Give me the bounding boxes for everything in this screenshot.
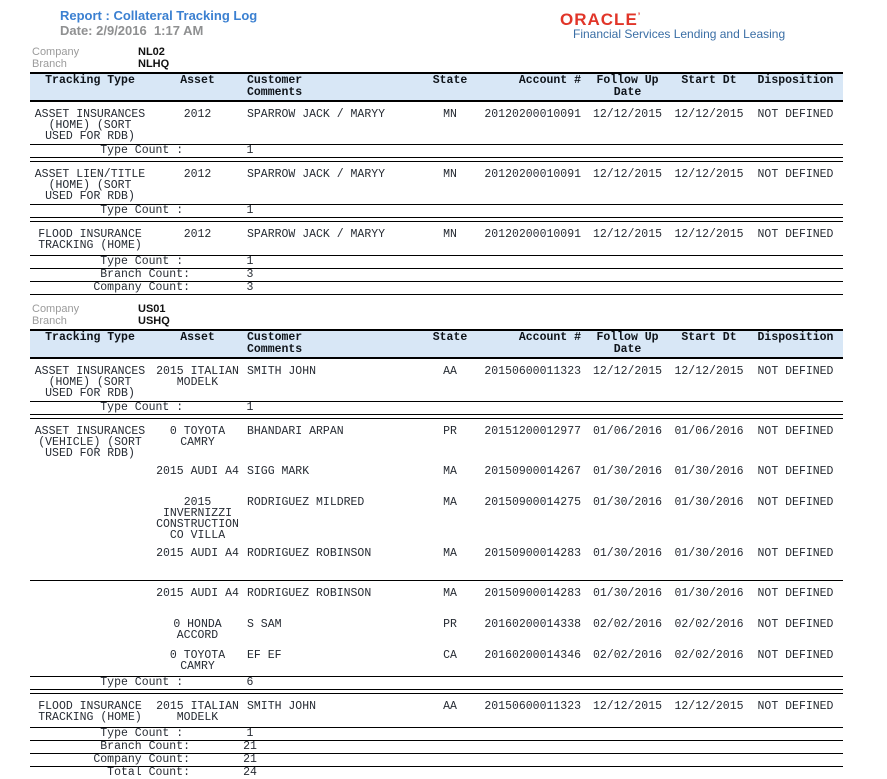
cell-asset <box>150 109 245 142</box>
data-row <box>30 650 843 674</box>
separator-line <box>30 161 843 162</box>
column-header-line2 <box>670 87 748 99</box>
cell-followup-date: 02/02/2016 <box>592 649 662 662</box>
cell-disposition: NOT DEFINED <box>757 228 834 241</box>
asset-line: ACCORD <box>176 629 219 642</box>
column-header-line2 <box>150 344 245 356</box>
cell-asset <box>150 701 245 725</box>
asset-line: CAMRY <box>180 660 215 673</box>
cell-state: MN <box>443 228 457 241</box>
asset-line: 2015 AUDI A4 <box>156 465 239 478</box>
cell-disposition: NOT DEFINED <box>757 365 834 378</box>
count-row <box>30 268 843 281</box>
column-header-state: State <box>432 331 468 344</box>
data-row <box>30 366 843 399</box>
cell-followup-date: 01/30/2016 <box>592 547 662 560</box>
brand-subtitle: Financial Services Lending and Leasing <box>573 27 786 41</box>
company-value: NL02 <box>138 46 165 58</box>
tracking-type-line: FLOOD INSURANCE <box>38 700 142 713</box>
cell-followup-date: 01/30/2016 <box>592 587 662 600</box>
cell-disposition: NOT DEFINED <box>757 465 834 478</box>
count-value: 24 <box>243 766 257 779</box>
asset-line: 2015 ITALIAN <box>156 700 239 713</box>
cell-state: MA <box>443 496 457 509</box>
company-label: Company <box>32 303 80 315</box>
report-date: Date: 2/9/2016 1:17 AM <box>60 23 204 38</box>
data-row <box>30 426 843 459</box>
page-break-line <box>30 580 843 581</box>
separator-line <box>30 157 843 158</box>
cell-customer: SPARROW JACK / MARYY <box>247 228 386 241</box>
asset-line: 2015 AUDI A4 <box>156 547 239 560</box>
cell-disposition: NOT DEFINED <box>757 649 834 662</box>
cell-start-date: 12/12/2015 <box>674 168 744 181</box>
cell-customer: RODRIGUEZ MILDRED <box>247 496 365 509</box>
cell-asset <box>150 366 245 399</box>
branch-label: Branch <box>32 58 67 70</box>
count-label: Type Count : <box>100 727 190 740</box>
asset-line: INVERNIZZI <box>162 507 232 520</box>
cell-asset <box>150 169 245 202</box>
cell-customer: SMITH JOHN <box>247 700 317 713</box>
cell-tracking-type <box>30 548 150 572</box>
count-row <box>30 676 843 689</box>
cell-start-date: 01/06/2016 <box>674 425 744 438</box>
tracking-type-line: TRACKING (HOME) <box>38 711 142 724</box>
column-header-customer: Customer <box>247 331 303 344</box>
cell-followup-date: 01/30/2016 <box>592 465 662 478</box>
cell-start-date: 02/02/2016 <box>674 618 744 631</box>
asset-line: 2015 <box>183 496 212 509</box>
data-row <box>30 466 843 490</box>
cell-state: MA <box>443 547 457 560</box>
branch-label: Branch <box>32 315 67 327</box>
cell-customer: SMITH JOHN <box>247 365 317 378</box>
tracking-type-line: TRACKING (HOME) <box>38 239 142 252</box>
tracking-type-line: USED FOR RDB) <box>45 190 135 203</box>
tracking-type-line: ASSET INSURANCES <box>34 365 146 378</box>
cell-tracking-type <box>30 619 150 643</box>
tracking-type-line: USED FOR RDB) <box>45 130 135 143</box>
count-row <box>30 753 843 766</box>
column-header-tracking-type: Tracking Type <box>45 331 135 344</box>
cell-start-date: 12/12/2015 <box>674 700 744 713</box>
cell-tracking-type <box>30 701 150 725</box>
cell-start-date: 01/30/2016 <box>674 547 744 560</box>
cell-customer: SPARROW JACK / MARYY <box>247 168 386 181</box>
asset-line: 2012 <box>183 108 212 121</box>
separator-line <box>30 693 843 694</box>
tracking-type-line: (HOME) (SORT <box>48 376 132 389</box>
company-row <box>30 303 843 315</box>
cell-start-date: 01/30/2016 <box>674 496 744 509</box>
asset-line: 2015 AUDI A4 <box>156 587 239 600</box>
column-header-line2: Date <box>613 343 642 356</box>
cell-asset <box>150 588 245 612</box>
column-header-line2 <box>748 87 843 99</box>
company-branch-block <box>30 303 843 327</box>
cell-followup-date: 12/12/2015 <box>592 365 662 378</box>
asset-line: CO VILLA <box>169 529 226 542</box>
table-header-line2 <box>30 87 843 99</box>
cell-start-date: 02/02/2016 <box>674 649 744 662</box>
asset-line: MODELK <box>176 376 219 389</box>
cell-customer: BHANDARI ARPAN <box>247 425 344 438</box>
cell-customer: S SAM <box>247 618 282 631</box>
company-label: Company <box>32 46 80 58</box>
cell-state: CA <box>443 649 457 662</box>
cell-state: PR <box>443 618 457 631</box>
cell-account: 20150900014275 <box>484 496 581 509</box>
cell-state: MA <box>443 465 457 478</box>
cell-tracking-type <box>30 588 150 612</box>
asset-line: 0 TOYOTA <box>169 425 226 438</box>
cell-state: MA <box>443 587 457 600</box>
oracle-logo-text: ORACLE <box>560 10 638 29</box>
report-body <box>30 46 843 779</box>
cell-asset <box>150 497 245 541</box>
count-label: Type Count : <box>100 676 190 689</box>
cell-tracking-type <box>30 466 150 490</box>
cell-start-date: 12/12/2015 <box>674 228 744 241</box>
count-label: Type Count : <box>100 401 190 414</box>
cell-tracking-type <box>30 109 150 142</box>
cell-followup-date: 02/02/2016 <box>592 618 662 631</box>
cell-followup-date: 12/12/2015 <box>592 168 662 181</box>
cell-tracking-type <box>30 650 150 674</box>
company-branch-block <box>30 46 843 70</box>
tracking-type-line: USED FOR RDB) <box>45 447 135 460</box>
count-label: Branch Count: <box>100 740 190 753</box>
column-header-tracking-type: Tracking Type <box>45 74 135 87</box>
column-header-asset: Asset <box>180 331 215 344</box>
branch-value: USHQ <box>138 315 170 327</box>
cell-asset <box>150 466 245 490</box>
company-value: US01 <box>138 303 166 315</box>
count-label: Type Count : <box>100 144 190 157</box>
table-header <box>30 72 843 102</box>
tracking-type-line: FLOOD INSURANCE <box>38 228 142 241</box>
separator-line <box>30 217 843 218</box>
cell-tracking-type <box>30 229 150 253</box>
cell-followup-date: 12/12/2015 <box>592 108 662 121</box>
count-label: Branch Count: <box>100 268 190 281</box>
tracking-type-line: ASSET INSURANCES <box>34 108 146 121</box>
cell-customer: SIGG MARK <box>247 465 310 478</box>
branch-row <box>30 315 843 327</box>
cell-start-date: 01/30/2016 <box>674 465 744 478</box>
brand-block <box>560 8 785 41</box>
logo-trademark-icon: ’ <box>637 11 642 21</box>
tracking-type-line: USED FOR RDB) <box>45 387 135 400</box>
cell-account: 20160200014346 <box>484 649 581 662</box>
cell-disposition: NOT DEFINED <box>757 425 834 438</box>
data-row <box>30 619 843 643</box>
column-header-state: State <box>432 74 468 87</box>
cell-customer: EF EF <box>247 649 282 662</box>
tracking-type-line: (HOME) (SORT <box>48 179 132 192</box>
count-value: 1 <box>246 144 254 157</box>
count-label: Total Count: <box>107 766 190 779</box>
column-header-line2 <box>30 87 150 99</box>
count-row <box>30 401 843 414</box>
cell-tracking-type <box>30 366 150 399</box>
column-header-account: Account # <box>518 74 581 87</box>
cell-disposition: NOT DEFINED <box>757 618 834 631</box>
asset-line: 2012 <box>183 228 212 241</box>
report-title: Report : Collateral Tracking Log <box>60 8 258 23</box>
asset-line: 0 HONDA <box>173 618 222 631</box>
data-row <box>30 109 843 142</box>
cell-asset <box>150 548 245 572</box>
count-value: 21 <box>243 753 257 766</box>
table-header <box>30 329 843 359</box>
count-label: Company Count: <box>93 281 190 294</box>
column-header-disposition: Disposition <box>757 331 834 344</box>
cell-state: PR <box>443 425 457 438</box>
count-value: 1 <box>246 401 254 414</box>
branch-row <box>30 58 843 70</box>
cell-asset <box>150 229 245 253</box>
asset-line: CAMRY <box>180 436 215 449</box>
count-value: 1 <box>246 204 254 217</box>
section <box>30 303 843 779</box>
column-header-line2 <box>670 344 748 356</box>
column-header-account: Account # <box>518 331 581 344</box>
column-header-line2 <box>748 344 843 356</box>
column-header-start-date: Start Dt <box>681 74 737 87</box>
count-row <box>30 144 843 157</box>
column-header-disposition: Disposition <box>757 74 834 87</box>
cell-followup-date: 01/30/2016 <box>592 496 662 509</box>
cell-account: 20120200010091 <box>484 228 581 241</box>
cell-account: 20151200012977 <box>484 425 581 438</box>
section <box>30 46 843 295</box>
count-row <box>30 204 843 217</box>
separator-line <box>30 221 843 222</box>
data-row <box>30 169 843 202</box>
column-header-line2 <box>420 87 480 99</box>
count-value: 3 <box>246 281 254 294</box>
asset-line: CONSTRUCTION <box>156 518 239 531</box>
tracking-type-line: ASSET INSURANCES <box>34 425 146 438</box>
cell-account: 20150600011323 <box>484 700 581 713</box>
cell-tracking-type <box>30 426 150 459</box>
cell-account: 20120200010091 <box>484 168 581 181</box>
asset-line: 0 TOYOTA <box>169 649 226 662</box>
cell-account: 20150900014283 <box>484 547 581 560</box>
count-row <box>30 727 843 740</box>
count-value: 1 <box>246 255 254 268</box>
cell-asset <box>150 426 245 459</box>
cell-asset <box>150 650 245 674</box>
cell-customer: SPARROW JACK / MARYY <box>247 108 386 121</box>
column-header-followup-date: Follow Up <box>596 74 659 87</box>
column-header-line2: Comments <box>247 86 303 99</box>
column-header-line2: Comments <box>247 343 303 356</box>
cell-account: 20150900014267 <box>484 465 581 478</box>
separator-line <box>30 294 843 295</box>
column-header-start-date: Start Dt <box>681 331 737 344</box>
count-row <box>30 766 843 779</box>
cell-disposition: NOT DEFINED <box>757 547 834 560</box>
table-header-line1 <box>30 332 843 344</box>
cell-state: MN <box>443 168 457 181</box>
tracking-type-line: (HOME) (SORT <box>48 119 132 132</box>
column-header-customer: Customer <box>247 74 303 87</box>
cell-disposition: NOT DEFINED <box>757 168 834 181</box>
cell-state: MN <box>443 108 457 121</box>
separator-line <box>30 418 843 419</box>
tracking-type-line: ASSET LIEN/TITLE <box>34 168 146 181</box>
cell-disposition: NOT DEFINED <box>757 108 834 121</box>
cell-disposition: NOT DEFINED <box>757 700 834 713</box>
asset-line: 2012 <box>183 168 212 181</box>
count-value: 3 <box>246 268 254 281</box>
asset-line: MODELK <box>176 711 219 724</box>
branch-value: NLHQ <box>138 58 170 70</box>
table-header-line2 <box>30 344 843 356</box>
cell-state: AA <box>443 365 457 378</box>
column-header-asset: Asset <box>180 74 215 87</box>
cell-account: 20120200010091 <box>484 108 581 121</box>
cell-customer: RODRIGUEZ ROBINSON <box>247 547 372 560</box>
count-label: Type Count : <box>100 204 190 217</box>
count-row <box>30 740 843 753</box>
column-header-line2 <box>480 87 585 99</box>
cell-asset <box>150 619 245 643</box>
column-header-line2 <box>480 344 585 356</box>
cell-tracking-type <box>30 497 150 541</box>
cell-start-date: 12/12/2015 <box>674 108 744 121</box>
cell-disposition: NOT DEFINED <box>757 587 834 600</box>
separator-line <box>30 414 843 415</box>
cell-followup-date: 12/12/2015 <box>592 228 662 241</box>
cell-state: AA <box>443 700 457 713</box>
column-header-line2 <box>150 87 245 99</box>
cell-followup-date: 01/06/2016 <box>592 425 662 438</box>
column-header-followup-date: Follow Up <box>596 331 659 344</box>
count-row <box>30 281 843 294</box>
cell-account: 20150600011323 <box>484 365 581 378</box>
column-header-line2 <box>420 344 480 356</box>
cell-customer: RODRIGUEZ ROBINSON <box>247 587 372 600</box>
cell-start-date: 12/12/2015 <box>674 365 744 378</box>
data-row <box>30 548 843 572</box>
column-header-line2 <box>30 344 150 356</box>
count-label: Company Count: <box>93 753 190 766</box>
cell-followup-date: 12/12/2015 <box>592 700 662 713</box>
separator-line <box>30 689 843 690</box>
data-row <box>30 701 843 725</box>
cell-disposition: NOT DEFINED <box>757 496 834 509</box>
table-header-line1 <box>30 75 843 87</box>
column-header-line2: Date <box>613 86 642 99</box>
cell-account: 20160200014338 <box>484 618 581 631</box>
asset-line: 2015 ITALIAN <box>156 365 239 378</box>
count-value: 1 <box>246 727 254 740</box>
count-label: Type Count : <box>100 255 190 268</box>
cell-account: 20150900014283 <box>484 587 581 600</box>
company-row <box>30 46 843 58</box>
count-row <box>30 255 843 268</box>
data-row <box>30 588 843 612</box>
oracle-logo <box>560 8 785 28</box>
count-value: 21 <box>243 740 257 753</box>
data-row <box>30 229 843 253</box>
count-value: 6 <box>246 676 254 689</box>
data-row <box>30 497 843 541</box>
cell-tracking-type <box>30 169 150 202</box>
cell-start-date: 01/30/2016 <box>674 587 744 600</box>
tracking-type-line: (VEHICLE) (SORT <box>38 436 142 449</box>
